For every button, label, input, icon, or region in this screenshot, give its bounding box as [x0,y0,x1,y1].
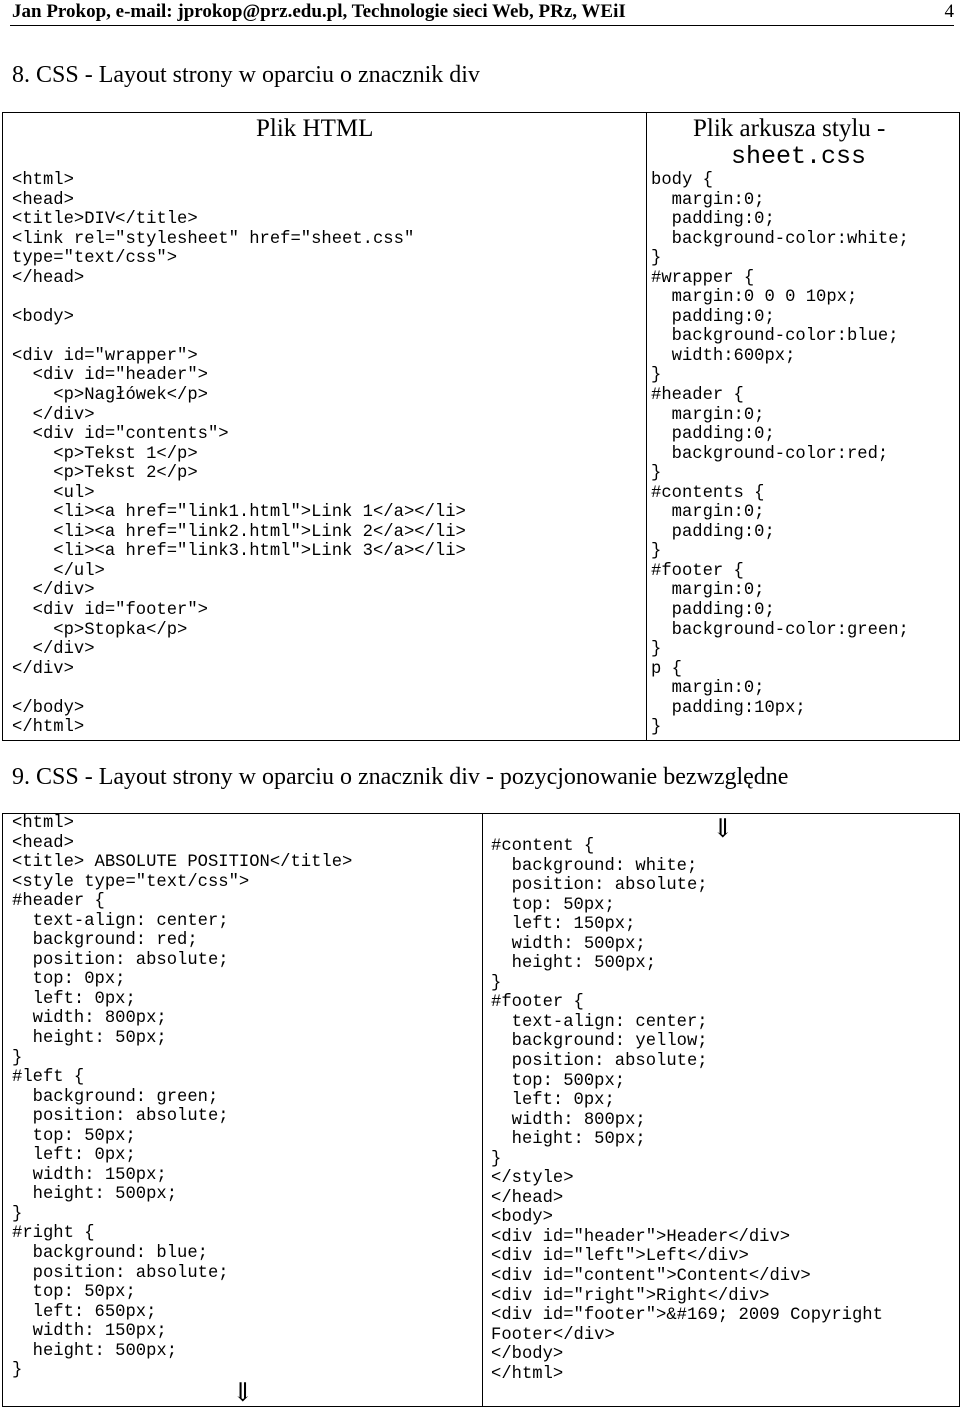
page-number: 4 [944,1,954,22]
css-file-name: sheet.css [731,142,867,171]
author-header: Jan Prokop, e-mail: jprokop@prz.edu.pl, Technologie sieci Web, PRz, WEiI [12,1,626,22]
double-down-arrow-icon: ⇓ [232,1378,254,1407]
double-down-arrow-icon: ⇓ [712,814,734,843]
html-file-heading: Plik HTML [256,115,374,142]
absolute-layout-code-part-2: #content { background: white; position: absolute; top: 50px; left: 150px; width: 500px; height: 500px; } #footer { text-align: center; background: yellow; position: absolute; top: 500px; left: 0px; width: 800px; height: 50px; } </style> </head> <body> <div id="header">Header</div> <div id="left">Left</div> <div id="content">Content</div> <div id="right">Right</div> <div id="footer">&#169; 2009 Copyright Footer</div> </body> </html> [491,837,883,1384]
column-divider [482,814,483,1406]
absolute-layout-code-part-1: <html> <head> <title> ABSOLUTE POSITION</title> <style type="text/css"> #header { text-align: center; background: red; position: absolute; top: 0px; left: 0px; width: 800px; height: 50px; } #left { background: green; position: absolute; top: 50px; left: 0px; width: 150px; height: 500px; } #right { background: blue; position: absolute; top: 50px; left: 650px; width: 150px; height: 500px; } [12,814,353,1381]
column-divider [646,113,647,740]
section-8-title: 8. CSS - Layout strony w oparciu o znacznik div [12,62,480,88]
header-divider [10,25,954,26]
section-9-title: 9. CSS - Layout strony w oparciu o znacznik div - pozycjonowanie bezwzględne [12,764,789,790]
css-code-listing: body { margin:0; padding:0; background-color:white; } #wrapper { margin:0 0 0 10px; padding:0; background-color:blue; width:600px; } #header { margin:0; padding:0; background-color:red; } #contents { margin:0; padding:0; } #footer { margin:0; padding:0; background-color:green; } p { margin:0; padding:10px; } [651,171,909,738]
html-code-listing: <html> <head> <title>DIV</title> <link rel="stylesheet" href="sheet.css" type="text/css"> </head> <body> <div id="wrapper"> <div id="header"> <p>Nagłówek</p> </div> <div id="contents"> <p>Tekst 1</p> <p>Tekst 2</p> <ul> <li><a href="link1.html">Link 1</a></li> <li><a href="link2.html">Link 2</a></li> <li><a href="link3.html">Link 3</a></li> </ul> </div> <div id="footer"> <p>Stopka</p> </div> </div> </body> </html> [12,171,466,738]
css-file-heading: Plik arkusza stylu - [693,115,886,142]
